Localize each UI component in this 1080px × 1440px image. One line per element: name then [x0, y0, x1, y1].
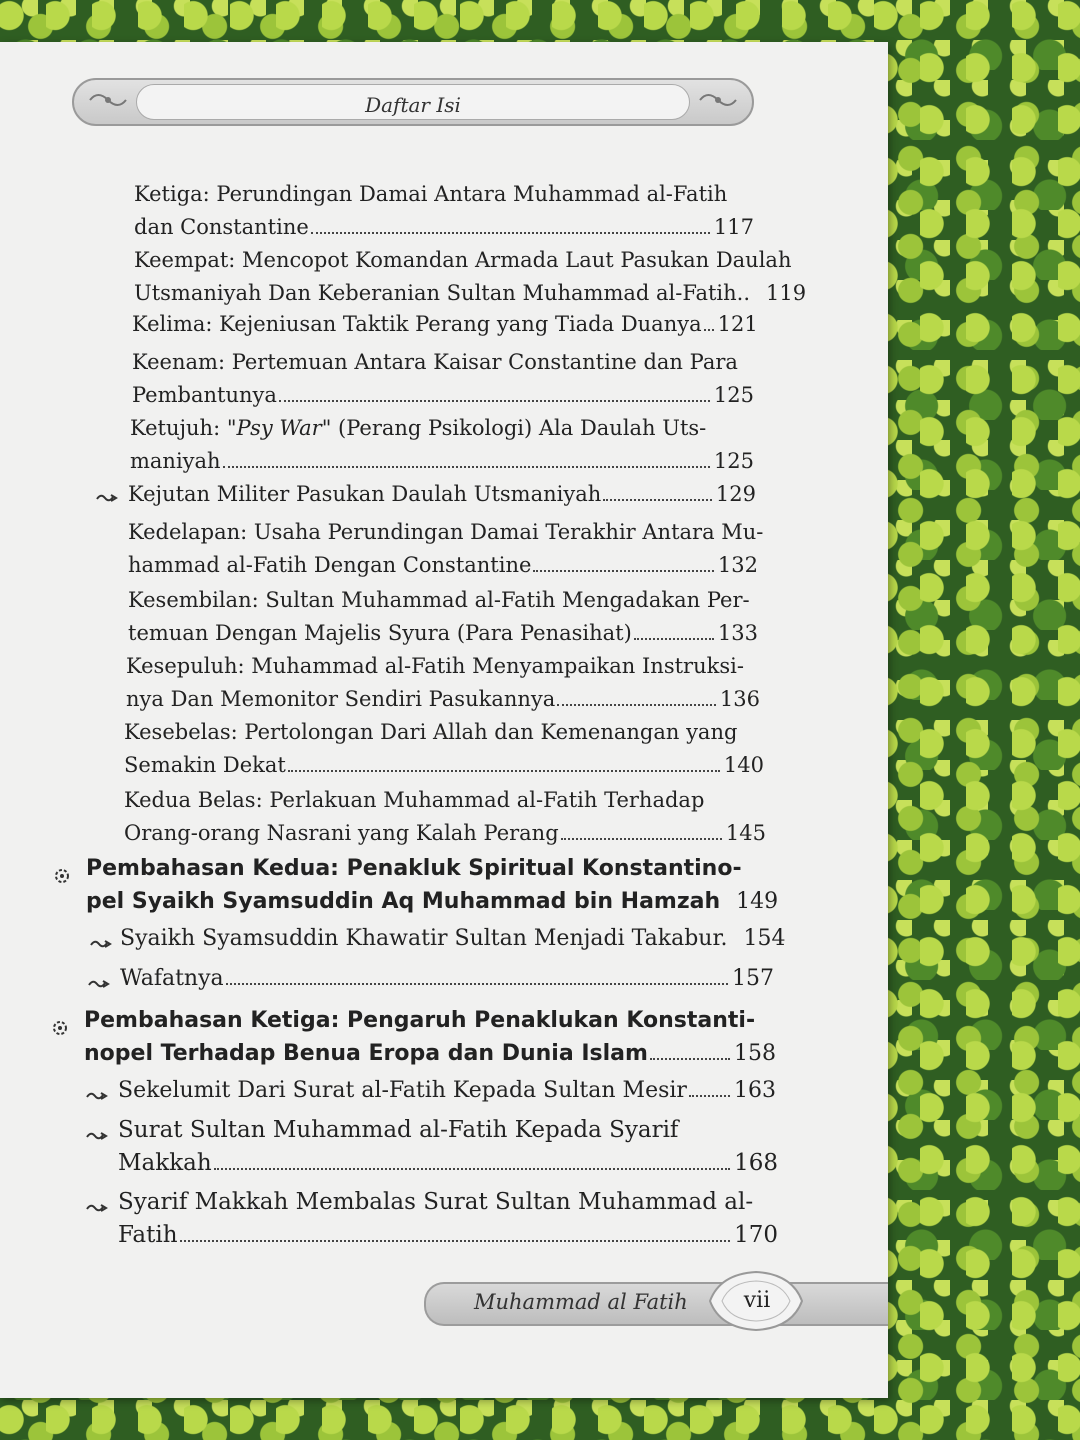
page-number: 117 — [713, 215, 754, 239]
page-number: 133 — [717, 621, 758, 645]
wave-bullet-icon — [96, 492, 118, 504]
toc-entry — [120, 962, 774, 995]
wave-bullet-icon — [86, 1202, 108, 1214]
toc-entry-text: nya Dan Memonitor Sendiri Pasukannya — [126, 687, 556, 711]
dot-leader — [634, 638, 714, 640]
toc-entry-text: Syaikh Syamsuddin Khawatir Sultan Menjadi Takabur. — [120, 926, 728, 951]
page-title: Daftar Isi — [365, 93, 461, 117]
toc-entry-text: Kesembilan: Sultan Muhammad al-Fatih Mengadakan Per- — [128, 588, 750, 612]
toc-section-text: Pembahasan Kedua: Penakluk Spiritual Konstantino- — [86, 856, 742, 881]
page-number: 154 — [743, 926, 786, 951]
dot-leader — [223, 466, 710, 468]
page-number: 170 — [734, 1222, 778, 1248]
dot-leader — [557, 704, 716, 706]
page-number: 158 — [734, 1041, 776, 1066]
toc-entry-text: " (Perang Psikologi) Ala Daulah Uts- — [321, 416, 707, 440]
dot-leader — [561, 838, 722, 840]
dot-leader — [533, 570, 713, 572]
toc-entry-text: Sekelumit Dari Surat al-Fatih Kepada Sultan Mesir — [118, 1078, 687, 1103]
dot-leader — [214, 1168, 730, 1170]
toc-entry-text: Kedua Belas: Perlakuan Muhammad al-Fatih Terhadap — [124, 788, 705, 812]
toc-entry — [118, 1114, 778, 1180]
page-number: 163 — [734, 1078, 776, 1103]
toc-entry-text: Orang-orang Nasrani yang Kalah Perang — [124, 821, 559, 845]
page-number: 157 — [732, 966, 774, 991]
toc-entry — [134, 244, 807, 310]
footer-banner — [424, 1282, 888, 1326]
toc-entry — [132, 308, 758, 341]
toc-entry-text: Kesebelas: Pertolongan Dari Allah dan Kemenangan yang — [124, 720, 738, 744]
toc-entry-text: Fatih — [118, 1222, 178, 1248]
dot-leader — [704, 329, 714, 331]
page-number: 168 — [734, 1150, 778, 1176]
dot-leader — [226, 983, 728, 985]
toc-entry-text: Kedelapan: Usaha Perundingan Damai Terakhir Antara Mu- — [128, 520, 764, 544]
wave-bullet-icon — [86, 1130, 108, 1142]
toc-entry-text: Kesepuluh: Muhammad al-Fatih Menyampaikan Instruksi- — [126, 654, 744, 678]
toc-entry — [118, 1074, 776, 1107]
toc-entry — [128, 516, 764, 582]
dot-leader — [650, 1058, 730, 1060]
toc-entry — [124, 716, 764, 782]
page-number: 140 — [723, 753, 764, 777]
dot-leader — [288, 770, 720, 772]
toc-section-entry — [84, 1004, 776, 1070]
toc-entry — [118, 1186, 778, 1252]
toc-entry — [120, 922, 786, 955]
toc-entry-text: Syarif Makkah Membalas Surat Sultan Muhammad al- — [118, 1189, 754, 1215]
page-number: 145 — [725, 821, 766, 845]
toc-section-text: pel Syaikh Syamsuddin Aq Muhammad bin Hamzah — [86, 889, 721, 914]
book-title: Muhammad al Fatih — [474, 1290, 688, 1314]
page-number: 132 — [717, 553, 758, 577]
toc-entry — [134, 178, 754, 244]
toc-entry — [124, 784, 766, 850]
toc-entry-text: Kejutan Militer Pasukan Daulah Utsmaniyah — [128, 482, 602, 506]
toc-entry — [130, 412, 754, 478]
toc-section-text: nopel Terhadap Benua Eropa dan Dunia Islam — [84, 1041, 648, 1066]
wave-bullet-icon — [90, 938, 112, 950]
toc-entry-emphasis: Psy War — [236, 416, 322, 440]
page-number: 119 — [766, 281, 807, 305]
toc-entry-text: Utsmaniyah Dan Keberanian Sultan Muhammad al-Fatih.. — [134, 281, 751, 305]
toc-entry — [126, 650, 760, 716]
toc-section-entry — [86, 852, 779, 918]
toc-entry-text: Kelima: Kejeniusan Taktik Perang yang Tiada Duanya — [132, 312, 702, 336]
toc-entry-text: Keempat: Mencopot Komandan Armada Laut Pasukan Daulah — [134, 248, 792, 272]
page-number: 129 — [715, 482, 756, 506]
dot-leader — [311, 232, 710, 234]
toc-entry — [128, 478, 756, 511]
toc-entry-text: Makkah — [118, 1150, 212, 1176]
toc-entry-text: Semakin Dekat — [124, 753, 286, 777]
toc-entry-text: Surat Sultan Muhammad al-Fatih Kepada Syarif — [118, 1117, 679, 1143]
toc-entry-text: Ketiga: Perundingan Damai Antara Muhammad al-Fatih — [134, 182, 728, 206]
gear-bullet-icon — [54, 868, 70, 884]
toc-entry — [128, 584, 758, 650]
dot-leader — [689, 1095, 730, 1097]
toc-entry-text: hammad al-Fatih Dengan Constantine — [128, 553, 532, 577]
page-number: 149 — [736, 889, 779, 914]
toc-entry-text: dan Constantine — [134, 215, 309, 239]
toc-entry — [132, 346, 754, 412]
page-number-footer: vii — [743, 1288, 771, 1313]
wave-bullet-icon — [86, 1090, 108, 1102]
toc-section-text: Pembahasan Ketiga: Pengaruh Penaklukan Konstanti- — [84, 1008, 756, 1033]
dot-leader — [603, 499, 712, 501]
toc-entry-text: Ketujuh: " — [130, 416, 237, 440]
toc-entry-text: maniyah — [130, 449, 221, 473]
toc-entry-text: Pembantunya — [132, 383, 277, 407]
toc-entry-text: Keenam: Pertemuan Antara Kaisar Constantine dan Para — [132, 350, 738, 374]
toc-entry-text: temuan Dengan Majelis Syura (Para Penasihat) — [128, 621, 632, 645]
wave-bullet-icon — [88, 978, 110, 990]
toc-entry-text: Wafatnya — [120, 966, 224, 991]
page-number: 136 — [719, 687, 760, 711]
dot-leader — [180, 1240, 731, 1242]
page-number: 125 — [713, 383, 754, 407]
page-number: 125 — [713, 449, 754, 473]
dot-leader — [279, 400, 710, 402]
page-number: 121 — [717, 312, 758, 336]
gear-bullet-icon — [52, 1020, 68, 1036]
